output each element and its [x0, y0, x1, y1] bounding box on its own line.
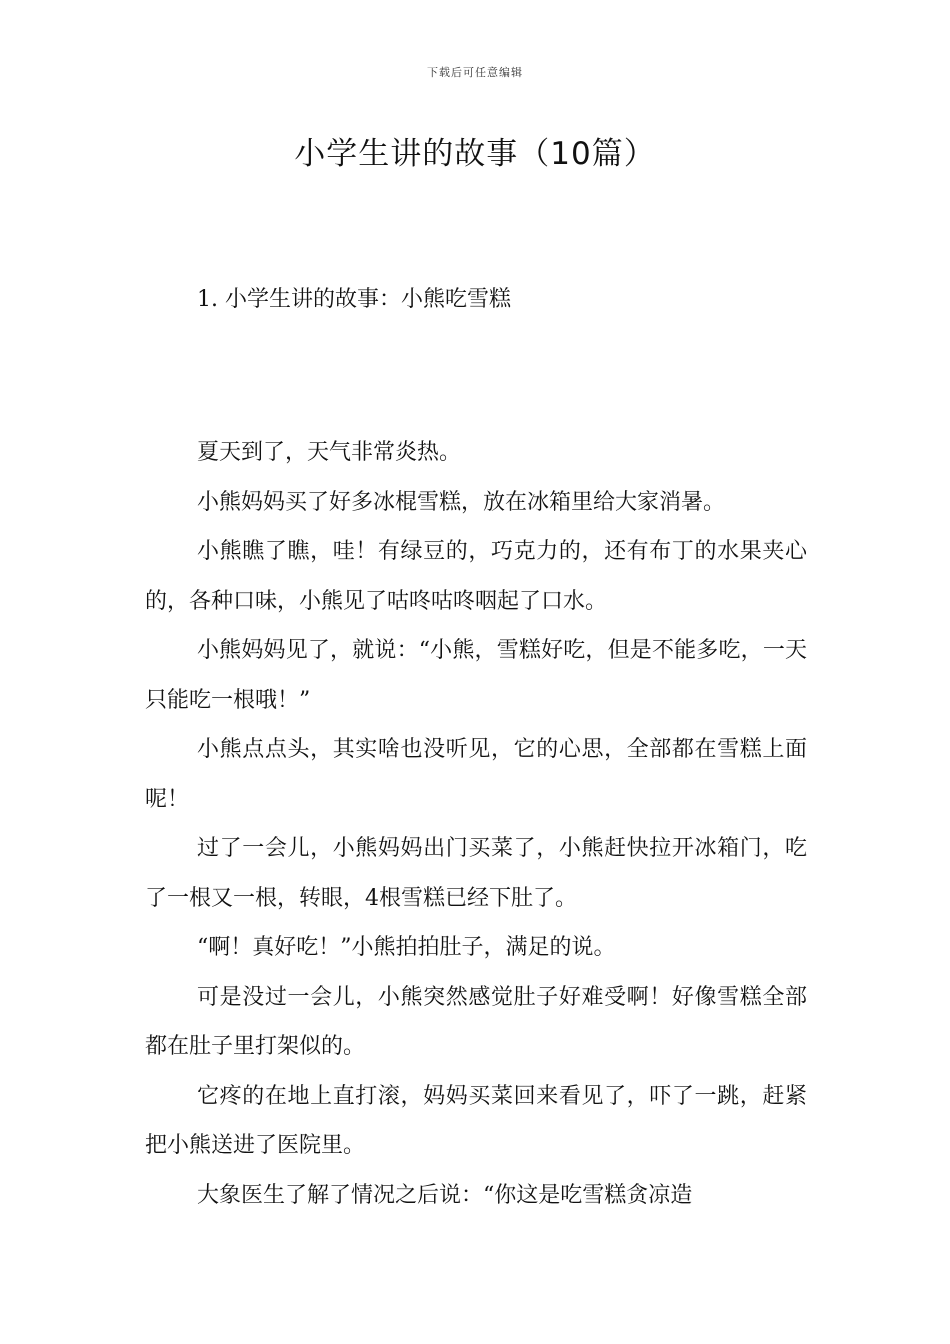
- header-note: 下载后可任意编辑: [427, 66, 523, 79]
- paragraph: 小熊点点头，其实啥也没听见，它的心思，全部都在雪糕上面呢！: [145, 737, 807, 812]
- story-body: [145, 428, 807, 1220]
- paragraph: 小熊瞧了瞧，哇！有绿豆的，巧克力的，还有布丁的水果夹心的，各种口味，小熊见了咕咚咕咚咽起了口水。: [145, 539, 807, 614]
- paragraph: “啊！真好吃！”小熊拍拍肚子，满足的说。: [197, 935, 616, 960]
- paragraph: 夏天到了，天气非常炎热。: [197, 440, 462, 465]
- paragraph: 大象医生了解了情况之后说：“你这是吃雪糕贪凉造: [197, 1182, 693, 1208]
- paragraph: 小熊妈妈见了，就说：“小熊，雪糕好吃，但是不能多吃，一天只能吃一根哦！”: [145, 638, 807, 713]
- paragraph: 过了一会儿，小熊妈妈出门买菜了，小熊赶快拉开冰箱门，吃了一根又一根，转眼，4根雪糕已经下肚了。: [145, 836, 807, 911]
- document-title: 小学生讲的故事（10篇）: [294, 136, 656, 172]
- paragraph: 小熊妈妈买了好多冰棍雪糕，放在冰箱里给大家消暑。: [197, 489, 726, 515]
- paragraph: 可是没过一会儿，小熊突然感觉肚子好难受啊！好像雪糕全部都在肚子里打架似的。: [145, 984, 807, 1059]
- paragraph: 它疼的在地上直打滚，妈妈买菜回来看见了，吓了一跳，赶紧把小熊送进了医院里。: [145, 1083, 807, 1158]
- section-heading: 1. 小学生讲的故事：小熊吃雪糕: [197, 287, 511, 312]
